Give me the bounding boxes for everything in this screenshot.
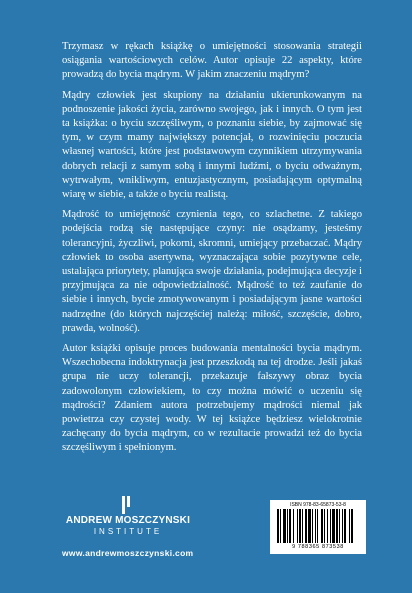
barcode-stripe: [305, 509, 307, 543]
barcode-stripe: [315, 509, 316, 543]
barcode-stripe: [344, 509, 346, 543]
barcode-stripe: [289, 509, 291, 543]
barcode-stripe: [280, 509, 281, 543]
barcode-stripe: [330, 509, 331, 543]
barcode-stripe: [349, 509, 350, 543]
barcode-stripe: [317, 509, 318, 543]
barcode-stripe: [351, 509, 353, 543]
back-cover-text: [62, 40, 362, 462]
publisher-name: ANDREW MOSZCZYNSKI: [65, 515, 191, 526]
barcode-stripe: [332, 509, 335, 543]
barcode-stripe: [339, 509, 340, 543]
paragraph-3: Mądrość to umiejętność czynienia tego, co szlachetne. Z takiego podejścia rodzą się następujące czyny: nie osądzamy, jesteśmy tolerancyjni, życzliwi, pokorni, skromni, umiejący przebaczać. Mądry człowiek to osoba asertywna, wyznaczająca sobie pozytywne cele, ustalająca priorytety, planująca swoje działania, podejmująca decyzje i przyjmująca za nie odpowiedzialność. Mądrość to też zaufanie do siebie i innych, bycie zmotywowanym i posiadającym jasne wartości nadrzędne (do których najczęściej należą: miłość, szczęście, dobro, prawda, wolność).: [62, 209, 362, 334]
publisher-block: [58, 515, 198, 536]
paragraph-2: Mądry człowiek jest skupiony na działaniu ukierunkowanym na podnoszenie jakości życia, zarówno swojego, jak i innych. O tym jest ta książka: o byciu szczęśliwym, o poznaniu siebie, by zajmować się tym, w czym mamy największy potencjał, o rozwinięciu poczucia własnej wartości, które jest podstawowym czynnikiem utrzymywania dobrych relacji z samym sobą i innymi ludźmi, o byciu odważnym, wytrwałym, wnikliwym, entuzjastycznym, posiadającym optymalną wiarę w siebie, a także o byciu realistą.: [62, 89, 362, 201]
barcode-stripe: [312, 509, 313, 543]
publisher-logo-icon: [120, 495, 132, 515]
barcode-stripe: [277, 509, 279, 543]
barcode-stripe: [324, 509, 325, 543]
barcode-stripe: [321, 509, 323, 543]
barcode-stripe: [327, 509, 328, 543]
barcode-stripe: [287, 509, 288, 543]
paragraph-4: Autor książki opisuje proces budowania mentalności bycia mądrym. Wszechobecna indoktrynacja jest przeszkodą na tej drodze. Jeśli jakaś grupa nie uczy tolerancji, przekazuje fałszywy obraz bycia zadowolonym człowiekiem, to czy można mówić o uczeniu się mądrości? Zdaniem autora potrzebujemy mądrości niemal jak powietrza czy czystej wody. W tej książce będziesz wielokrotnie zachęcany do bycia mądrym, co w rezultacie prowadzi też do bycia szczęśliwym i spełnionym.: [62, 343, 362, 454]
paragraph-1: Trzymasz w rękach książkę o umiejętności stosowania strategii osiągania wartościowych celów. Autor opisuje 22 aspekty, które prowadzą do bycia mądrym. W jakim znaczeniu mądrym?: [62, 41, 362, 81]
barcode-icon: [276, 509, 360, 543]
barcode-stripe: [293, 509, 294, 543]
barcode-stripe: [297, 509, 298, 543]
barcode-stripe: [302, 509, 303, 543]
publisher-website: www.andrewmoszczynski.com: [62, 548, 194, 558]
barcode-stripe: [299, 509, 301, 543]
barcode-stripe: [336, 509, 338, 543]
barcode-stripe: [283, 509, 286, 543]
isbn-number: ISBN 978-83-65873-53-8: [290, 502, 346, 508]
barcode-stripe: [342, 509, 343, 543]
isbn-barcode: [270, 500, 366, 554]
barcode-digits: 9 788365 873538: [292, 544, 344, 550]
barcode-stripe: [308, 509, 311, 543]
publisher-subtitle: INSTITUTE: [93, 527, 163, 536]
